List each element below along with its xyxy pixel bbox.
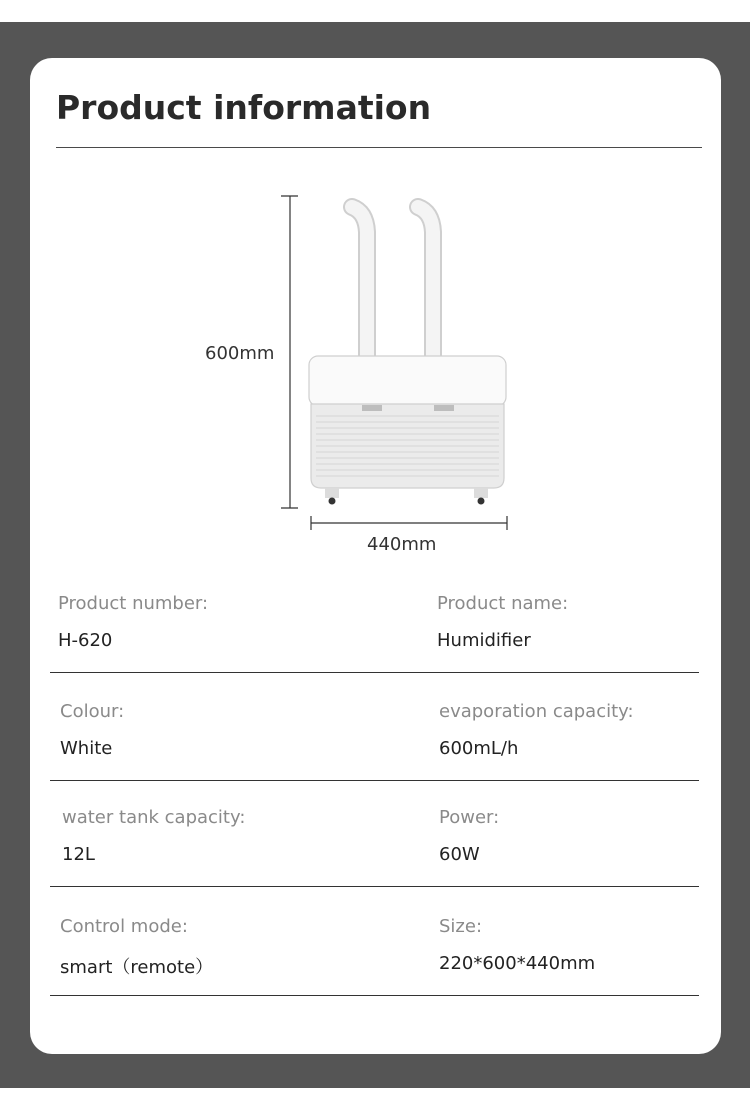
- row-divider: [50, 886, 699, 887]
- top-cover: [309, 356, 506, 406]
- spec-label-colour: Colour:: [60, 701, 125, 722]
- title-divider: [56, 147, 702, 148]
- spec-value-power: 60W: [439, 844, 480, 865]
- spec-label-size: Size:: [439, 916, 483, 937]
- spec-value-product-number: H-620: [58, 630, 113, 651]
- spec-value-control-mode: smart（remote）: [60, 957, 214, 978]
- spec-label-product-number: Product number:: [58, 593, 209, 614]
- spec-value-size: 220*600*440mm: [439, 953, 596, 974]
- mist-tube-right: [418, 207, 433, 360]
- spec-value-evaporation-capacity: 600mL/h: [439, 738, 519, 759]
- spec-label-power: Power:: [439, 807, 500, 828]
- caster-wheels: [325, 488, 488, 505]
- spec-value-colour: White: [60, 738, 113, 759]
- page-title: Product information: [56, 88, 432, 127]
- row-divider: [50, 995, 699, 996]
- row-divider: [50, 672, 699, 673]
- humidifier-image: [200, 190, 540, 560]
- spec-label-product-name: Product name:: [437, 593, 569, 614]
- spec-label-evaporation-capacity: evaporation capacity:: [439, 701, 634, 722]
- spec-value-water-tank-capacity: 12L: [62, 844, 95, 865]
- mist-tube-left: [352, 207, 367, 360]
- height-dimension-line: [281, 196, 298, 508]
- spec-label-control-mode: Control mode:: [60, 916, 188, 937]
- spec-label-water-tank-capacity: water tank capacity:: [62, 807, 246, 828]
- width-dimension-label: 440mm: [367, 534, 437, 555]
- height-dimension-label: 600mm: [205, 343, 275, 364]
- spec-value-product-name: Humidifier: [437, 630, 531, 651]
- width-dimension-line: [311, 516, 507, 530]
- row-divider: [50, 780, 699, 781]
